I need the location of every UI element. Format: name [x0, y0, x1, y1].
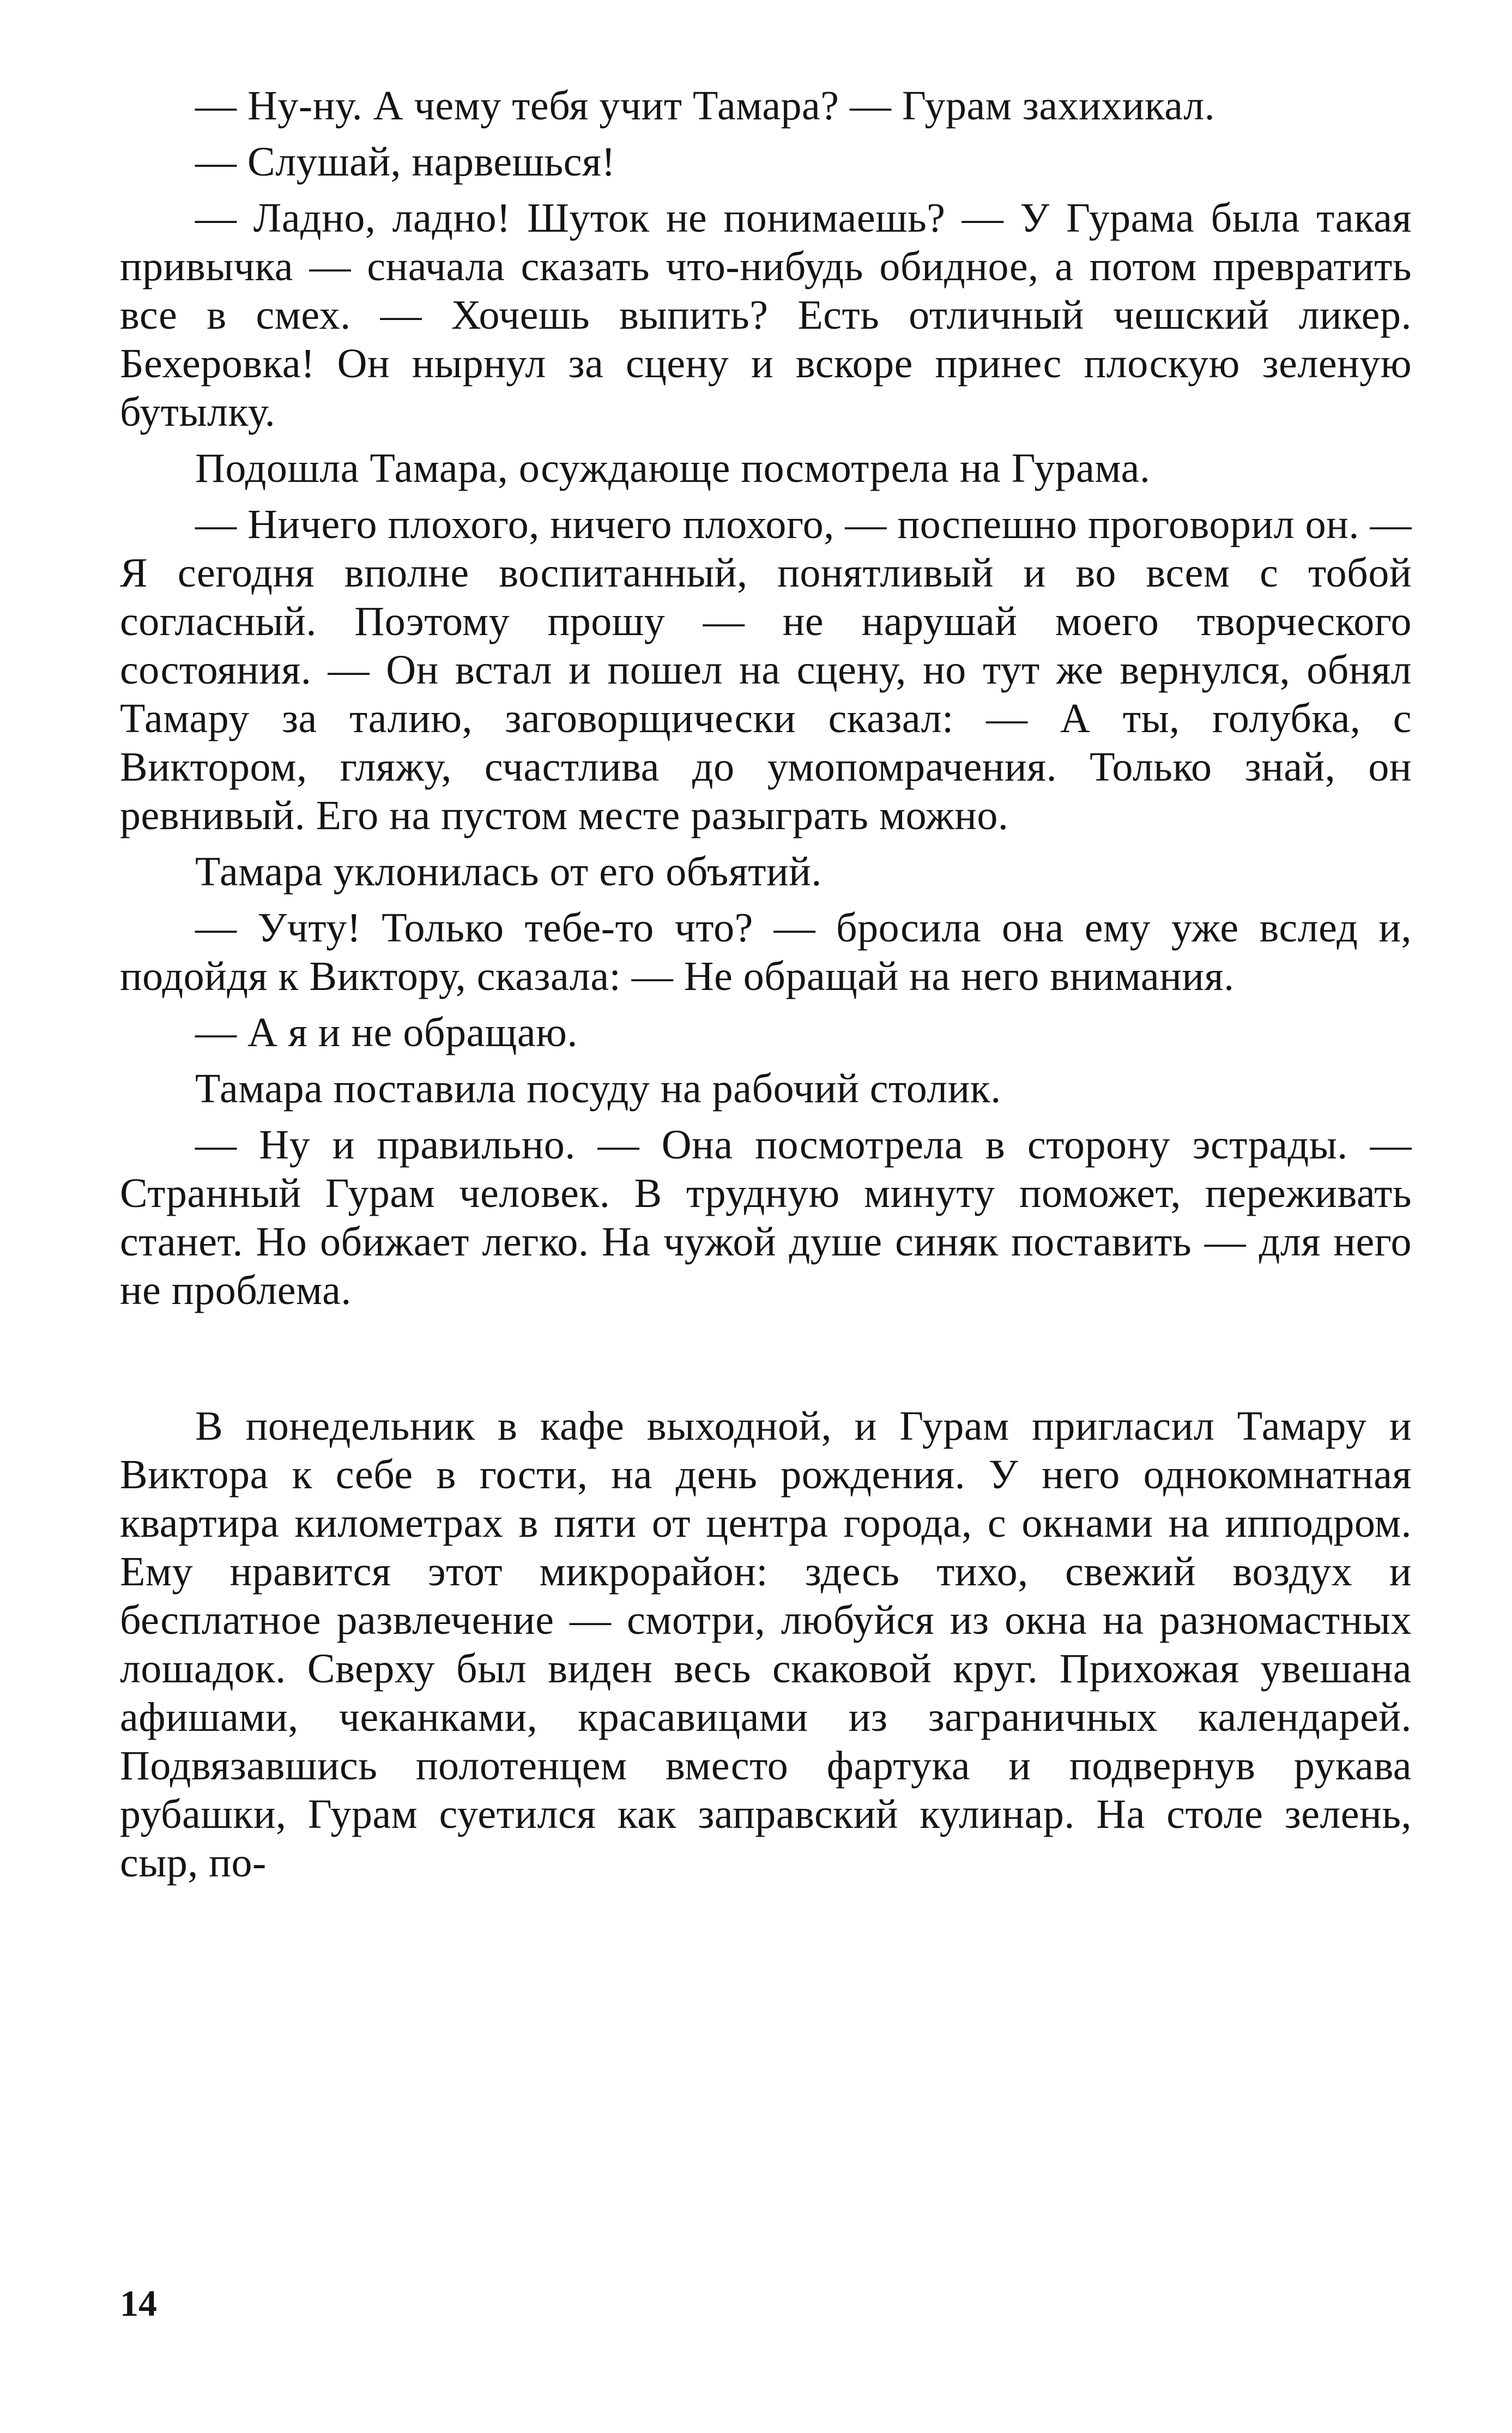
page-number: 14 [120, 2283, 157, 2324]
paragraph: — Ладно, ладно! Шуток не понимаешь? — У Гурама была такая привычка — сначала сказать что-нибудь обидное, а потом превратить все в смех. — Хочешь выпить? Есть отличный чешский ликер. Бехеровка! Он нырнул за сцену и вскоре принес плоскую зеленую бутылку. [120, 195, 1412, 435]
paragraph: — Ну-ну. А чему тебя учит Тамара? — Гурам захихикал. [195, 83, 1215, 129]
section-one [120, 82, 1412, 1315]
paragraph: Тамара поставила посуду на рабочий столик. [195, 1066, 1001, 1112]
paragraph: — Ну и правильно. — Она посмотрела в сторону эстрады. — Странный Гурам человек. В трудную минуту поможет, переживать станет. Но обижает легко. На чужой душе синяк поставить — для него не проблема. [120, 1122, 1412, 1313]
section-two [120, 1402, 1412, 1887]
paragraph: Тамара уклонилась от его объятий. [195, 849, 822, 895]
section-break [120, 1315, 1412, 1402]
paragraph: — А я и не обращаю. [195, 1010, 578, 1055]
page-body [120, 82, 1412, 1887]
paragraph: — Слушай, нарвешься! [195, 139, 616, 185]
paragraph: Подошла Тамара, осуждающе посмотрела на Гурама. [195, 445, 1151, 491]
paragraph: В понедельник в кафе выходной, и Гурам пригласил Тамару и Виктора к себе в гости, на день рождения. У него однокомнатная квартира километрах в пяти от центра города, с окнами на ипподром. Ему нравится этот микрорайон: здесь тихо, свежий воздух и бесплатное развлечение — смотри, любуйся из окна на разномастных лошадок. Сверху был виден весь скаковой круг. Прихожая увешана афишами, чеканками, красавицами из заграничных календарей. Подвязавшись полотенцем вместо фартука и подвернув рукава рубашки, Гурам суетился как заправский кулинар. На столе зелень, сыр, по- [120, 1403, 1412, 1886]
paragraph: — Ничего плохого, ничего плохого, — поспешно проговорил он. — Я сегодня вполне воспитанный, понятливый и во всем с тобой согласный. Поэтому прошу — не нарушай моего творческого состояния. — Он встал и пошел на сцену, но тут же вернулся, обнял Тамару за талию, заговорщически сказал: — А ты, голубка, с Виктором, гляжу, счастлива до умопомрачения. Только знай, он ревнивый. Его на пустом месте разыграть можно. [120, 502, 1412, 838]
paragraph: — Учту! Только тебе-то что? — бросила она ему уже вслед и, подойдя к Виктору, сказала: — Не обращай на него внимания. [120, 905, 1412, 999]
